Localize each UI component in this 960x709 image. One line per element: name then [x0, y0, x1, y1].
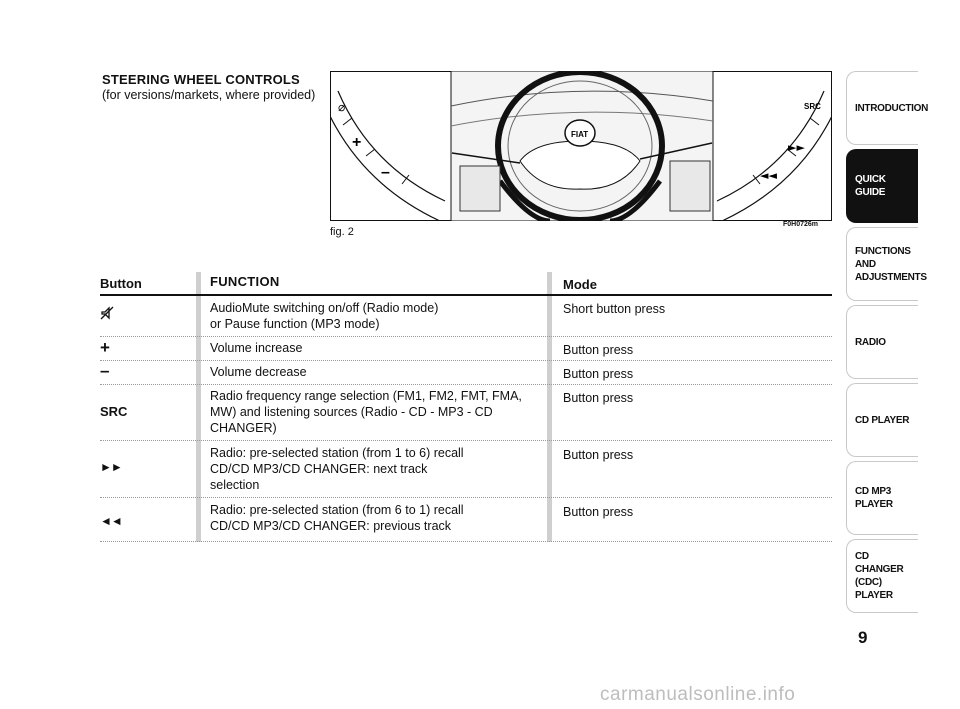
section-title: STEERING WHEEL CONTROLS — [102, 72, 300, 87]
figure-caption: fig. 2 — [330, 226, 354, 238]
mode-text: Button press — [563, 391, 634, 405]
watermark: carmanualsonline.info — [600, 684, 796, 705]
header-rule — [100, 294, 832, 296]
steering-wheel-photo — [451, 71, 713, 221]
row-rule — [100, 384, 832, 385]
function-text: Radio: pre-selected station (from 6 to 1) recall CD/CD MP3/CD CHANGER: previous track — [210, 503, 464, 533]
mode-text: Button press — [563, 367, 634, 381]
plus-icon: + — [352, 134, 362, 151]
tab-cd-player[interactable]: CD PLAYER — [846, 383, 918, 457]
row-rule — [100, 497, 832, 498]
row-rule — [100, 360, 832, 361]
mute-icon — [100, 306, 114, 323]
plus-icon: + — [100, 338, 110, 357]
figure-code: F0H0726m — [783, 221, 819, 228]
minus-icon: – — [100, 361, 110, 380]
tab-functions-and-adjustments[interactable]: FUNCTIONS AND ADJUSTMENTS — [846, 227, 918, 301]
mode-text: Button press — [563, 343, 634, 357]
function-text: Radio frequency range selection (FM1, FM2, FMT, FMA, MW) and listening sources (Radio - CD - MP3 - CD CHANGER) — [210, 389, 522, 435]
function-text: Volume increase — [210, 341, 303, 355]
row-rule — [100, 336, 832, 337]
tab-radio[interactable]: RADIO — [846, 305, 918, 379]
src-button-label: SRC — [100, 404, 128, 419]
header-function: FUNCTION — [210, 274, 280, 289]
function-text: Volume decrease — [210, 365, 307, 379]
src-label: SRC — [804, 102, 821, 111]
mode-text: Button press — [563, 448, 634, 462]
tab-cd-changer-player[interactable]: CD CHANGER (CDC) PLAYER — [846, 539, 918, 613]
steering-wheel-figure — [330, 71, 832, 221]
next-track-icon: ►► — [100, 460, 122, 474]
tab-quick-guide[interactable]: QUICK GUIDE — [846, 149, 918, 223]
row-rule — [100, 440, 832, 441]
section-subtitle: (for versions/markets, where provided) — [102, 88, 316, 102]
mute-icon: ⌀ — [338, 100, 346, 114]
header-button: Button — [100, 276, 142, 291]
fiat-logo: FIAT — [571, 130, 589, 139]
column-divider — [547, 272, 552, 542]
mode-text: Button press — [563, 505, 634, 519]
function-text: Radio: pre-selected station (from 1 to 6) recall CD/CD MP3/CD CHANGER: next track selection — [210, 446, 464, 492]
previous-track-icon: ◄◄ — [760, 169, 777, 182]
tab-cd-mp3-player[interactable]: CD MP3 PLAYER — [846, 461, 918, 535]
previous-track-icon: ◄◄ — [100, 514, 122, 528]
page-number: 9 — [858, 628, 868, 647]
mode-text: Short button press — [563, 302, 666, 316]
row-rule — [100, 541, 832, 542]
tab-introduction[interactable]: INTRODUCTION — [846, 71, 918, 145]
next-track-icon: ►► — [788, 141, 805, 154]
column-divider — [196, 272, 201, 542]
header-mode: Mode — [563, 277, 597, 292]
function-text: AudioMute switching on/off (Radio mode) or Pause function (MP3 mode) — [210, 301, 439, 331]
minus-icon: – — [381, 164, 390, 181]
